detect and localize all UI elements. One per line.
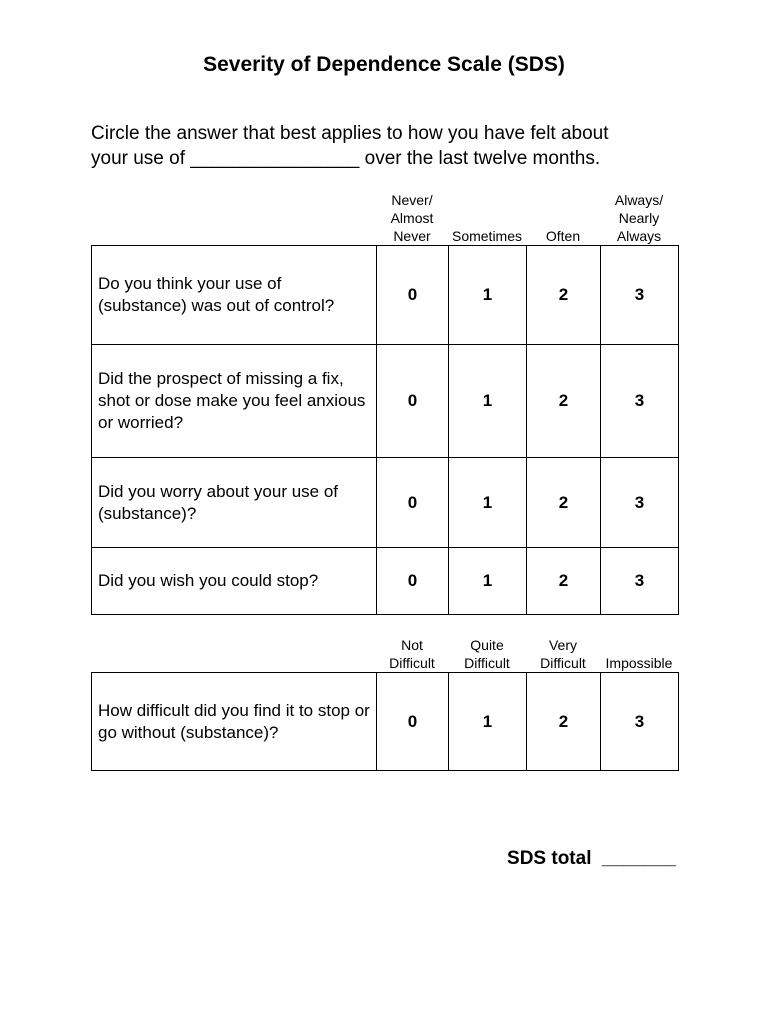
score-option[interactable]: 2	[527, 548, 601, 615]
score-option[interactable]: 1	[449, 548, 527, 615]
score-option[interactable]: 2	[527, 458, 601, 548]
page-title: Severity of Dependence Scale (SDS)	[203, 53, 565, 76]
score-option[interactable]: 0	[377, 246, 449, 345]
score-option[interactable]: 0	[377, 673, 449, 771]
table-row	[92, 548, 679, 615]
table-row	[92, 458, 679, 548]
score-option[interactable]: 0	[377, 548, 449, 615]
table-row	[92, 345, 679, 458]
score-option[interactable]: 1	[449, 458, 527, 548]
score-option[interactable]: 2	[527, 673, 601, 771]
score-option[interactable]: 1	[449, 345, 527, 458]
question-text: How difficult did you find it to stop or go without (substance)?	[92, 673, 377, 771]
question-text: Did you wish you could stop?	[92, 548, 377, 615]
header-sometimes: Sometimes	[451, 228, 523, 244]
score-option[interactable]: 0	[377, 458, 449, 548]
score-option[interactable]: 2	[527, 246, 601, 345]
frequency-header-row	[376, 191, 678, 245]
score-option[interactable]: 3	[601, 458, 679, 548]
instructions-line-1: Circle the answer that best applies to how you have felt about	[91, 123, 609, 144]
header-quite-difficult: Quite Difficult	[464, 637, 510, 671]
table-row	[92, 673, 679, 771]
question-text: Do you think your use of (substance) was out of control?	[92, 246, 377, 345]
header-always: Always/ Nearly Always	[614, 192, 664, 244]
header-never: Never/ Almost Never	[390, 192, 434, 244]
sds-total-field[interactable]: SDS total _______	[507, 848, 676, 869]
header-not-difficult: Not Difficult	[389, 637, 435, 671]
question-text: Did the prospect of missing a fix, shot or dose make you feel anxious or worried?	[92, 345, 377, 458]
difficulty-question-table	[91, 672, 679, 771]
header-very-difficult: Very Difficult	[540, 637, 586, 671]
score-option[interactable]: 0	[377, 345, 449, 458]
score-option[interactable]: 2	[527, 345, 601, 458]
instructions-line-2: your use of ________________ over the last twelve months.	[91, 148, 601, 169]
score-option[interactable]: 1	[449, 246, 527, 345]
table-row	[92, 246, 679, 345]
question-text: Did you worry about your use of (substance)?	[92, 458, 377, 548]
score-option[interactable]: 3	[601, 673, 679, 771]
frequency-question-table	[91, 245, 679, 615]
score-option[interactable]: 3	[601, 345, 679, 458]
instructions	[91, 121, 691, 171]
header-often: Often	[545, 228, 581, 244]
score-option[interactable]: 3	[601, 548, 679, 615]
score-option[interactable]: 3	[601, 246, 679, 345]
score-option[interactable]: 1	[449, 673, 527, 771]
header-impossible: Impossible	[605, 655, 673, 671]
difficulty-header-row	[376, 636, 678, 672]
